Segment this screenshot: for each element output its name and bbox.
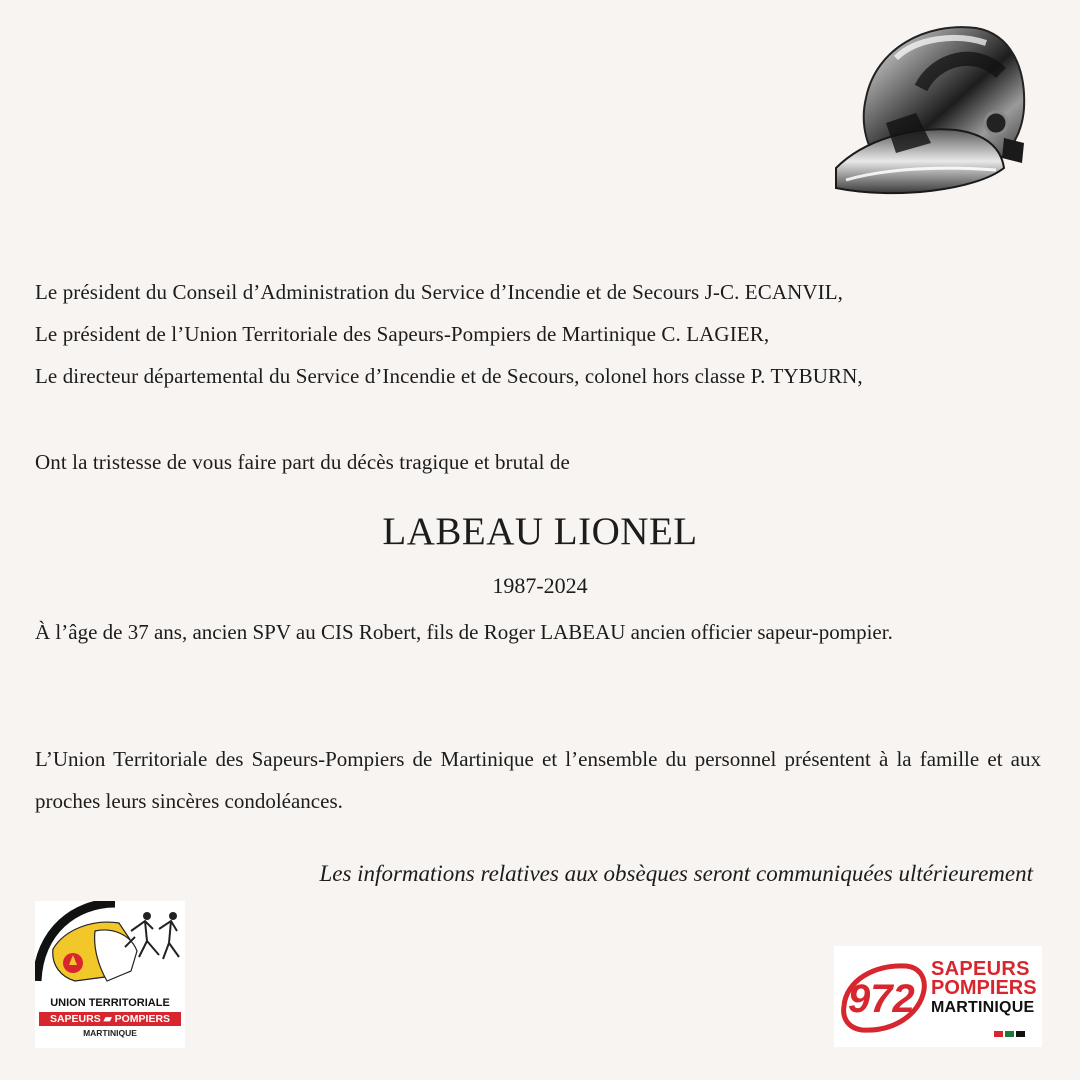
logo-left-line3: MARTINIQUE (83, 1028, 137, 1038)
martinique-flag-stripes (992, 1024, 1025, 1042)
intro-line-president-sis: Le président du Conseil d’Administration du Service d’Incendie et de Secours J-C. ECANVIL, (35, 280, 843, 304)
intro-line-director: Le directeur départemental du Service d’Incendie et de Secours, colonel hors classe P. TYBURN, (35, 364, 863, 388)
life-years: 1987-2024 (492, 573, 588, 598)
union-territoriale-emblem (35, 901, 185, 997)
logo-right-line2: POMPIERS (931, 977, 1037, 999)
logo-right-line1: SAPEURS (931, 958, 1030, 980)
funeral-note: Les informations relatives aux obsèques seront communiquées ultérieurement (319, 861, 1033, 886)
firefighter-helmet-image (826, 18, 1036, 208)
sadness-line: Ont la tristesse de vous faire part du décès tragique et brutal de (35, 450, 570, 474)
logo-972-emblem (834, 946, 930, 1047)
logo-972-text (931, 960, 1037, 1017)
intro-line-president-union: Le président de l’Union Territoriale des Sapeurs-Pompiers de Martinique C. LAGIER, (35, 322, 770, 346)
union-territoriale-logo (35, 901, 185, 1048)
deceased-name: LABEAU LIONEL (382, 510, 698, 553)
details-paragraph: À l’âge de 37 ans, ancien SPV au CIS Robert, fils de Roger LABEAU ancien officier sapeur-pompier. (35, 620, 893, 644)
logo-left-line2: SAPEURS ▰ POMPIERS (39, 1012, 181, 1026)
condolences-paragraph: L’Union Territoriale des Sapeurs-Pompiers de Martinique et l’ensemble du personnel présentent à la famille et aux proches leurs sincères condoléances. (35, 747, 1041, 813)
logo-left-line1: UNION TERRITORIALE (50, 997, 170, 1009)
logo-972-number: 972 (848, 977, 915, 1021)
logo-right-line3: MARTINIQUE (931, 999, 1035, 1016)
sapeurs-pompiers-972-logo (834, 946, 1042, 1047)
